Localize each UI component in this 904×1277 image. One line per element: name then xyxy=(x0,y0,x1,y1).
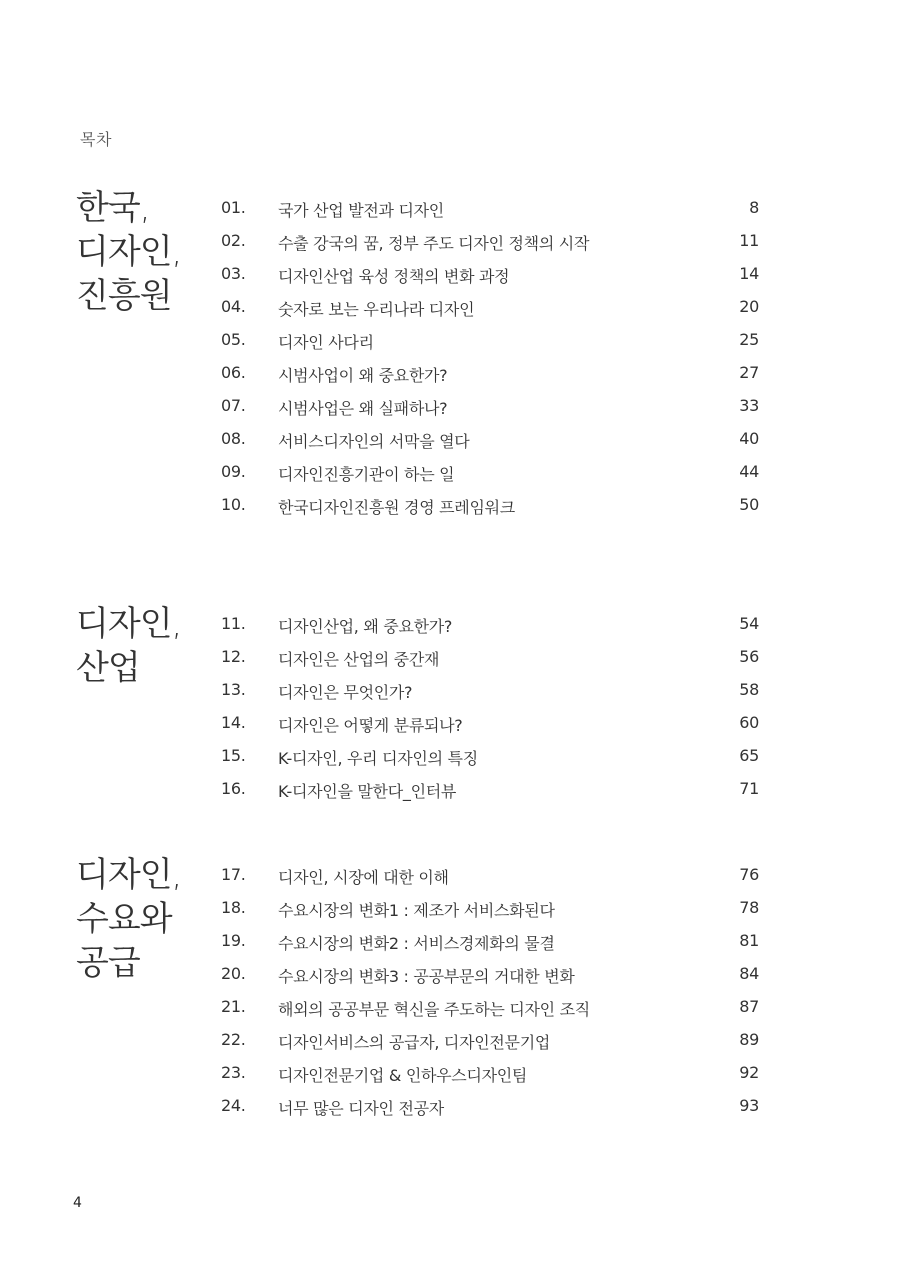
toc-entry[interactable] xyxy=(0,964,904,997)
entry-title: 디자인진흥기관이 하는 일 xyxy=(278,465,455,484)
entry-title: 수출 강국의 꿈, 정부 주도 디자인 정책의 시작 xyxy=(278,234,590,253)
entry-number: 15. xyxy=(221,746,246,765)
entry-title: 디자인산업, 왜 중요한가? xyxy=(278,617,453,636)
toc-entry[interactable] xyxy=(0,898,904,931)
entry-title: 수요시장의 변화3 : 공공부문의 거대한 변화 xyxy=(278,967,575,986)
toc-entry[interactable] xyxy=(0,429,904,462)
entry-title: 시범사업이 왜 중요한가? xyxy=(278,366,448,385)
entry-title: 디자인은 산업의 중간재 xyxy=(278,650,440,669)
entry-page: 44 xyxy=(739,462,759,481)
entry-number: 07. xyxy=(221,396,246,415)
entry-title: 해외의 공공부문 혁신을 주도하는 디자인 조직 xyxy=(278,1000,590,1019)
entry-title: 숫자로 보는 우리나라 디자인 xyxy=(278,300,475,319)
toc-entry[interactable] xyxy=(0,330,904,363)
entry-title: 디자인전문기업 & 인하우스디자인팀 xyxy=(278,1066,528,1085)
entry-page: 54 xyxy=(739,614,759,633)
entry-title: K-디자인을 말한다_인터뷰 xyxy=(278,782,457,801)
entry-page: 87 xyxy=(739,997,759,1016)
entry-number: 14. xyxy=(221,713,246,732)
entry-title: 서비스디자인의 서막을 열다 xyxy=(278,432,470,451)
toc-entry[interactable] xyxy=(0,647,904,680)
entry-number: 09. xyxy=(221,462,246,481)
toc-entry[interactable] xyxy=(0,264,904,297)
entry-page: 20 xyxy=(739,297,759,316)
entry-number: 10. xyxy=(221,495,246,514)
toc-entry[interactable] xyxy=(0,680,904,713)
entry-page: 58 xyxy=(739,680,759,699)
entry-title: 시범사업은 왜 실패하나? xyxy=(278,399,448,418)
toc-entry[interactable] xyxy=(0,1096,904,1129)
entry-number: 20. xyxy=(221,964,246,983)
entry-page: 8 xyxy=(749,198,759,217)
entry-page: 56 xyxy=(739,647,759,666)
entry-number: 16. xyxy=(221,779,246,798)
entry-number: 17. xyxy=(221,865,246,884)
entry-page: 84 xyxy=(739,964,759,983)
entry-title: 디자인, 시장에 대한 이해 xyxy=(278,868,449,887)
entry-page: 93 xyxy=(739,1096,759,1115)
section-title: 디자인, 산업 xyxy=(76,604,182,688)
entry-number: 11. xyxy=(221,614,246,633)
entry-page: 76 xyxy=(739,865,759,884)
entry-title: 수요시장의 변화1 : 제조가 서비스화된다 xyxy=(278,901,555,920)
toc-entry[interactable] xyxy=(0,462,904,495)
entry-title: 너무 많은 디자인 전공자 xyxy=(278,1099,444,1118)
entry-number: 13. xyxy=(221,680,246,699)
toc-entry[interactable] xyxy=(0,297,904,330)
entry-number: 18. xyxy=(221,898,246,917)
entry-title: 수요시장의 변화2 : 서비스경제화의 물결 xyxy=(278,934,555,953)
entry-page: 27 xyxy=(739,363,759,382)
entry-title: 디자인은 어떻게 분류되나? xyxy=(278,716,463,735)
toc-entry[interactable] xyxy=(0,865,904,898)
entry-title: 디자인은 무엇인가? xyxy=(278,683,413,702)
toc-entry[interactable] xyxy=(0,396,904,429)
entry-page: 81 xyxy=(739,931,759,950)
entry-page: 78 xyxy=(739,898,759,917)
toc-entry[interactable] xyxy=(0,614,904,647)
toc-entry[interactable] xyxy=(0,363,904,396)
page-number: 4 xyxy=(73,1195,82,1211)
toc-entry[interactable] xyxy=(0,746,904,779)
entry-number: 04. xyxy=(221,297,246,316)
entry-page: 14 xyxy=(739,264,759,283)
entry-page: 60 xyxy=(739,713,759,732)
toc-entry[interactable] xyxy=(0,931,904,964)
entry-number: 05. xyxy=(221,330,246,349)
entry-number: 21. xyxy=(221,997,246,1016)
toc-entry[interactable] xyxy=(0,779,904,812)
entry-page: 33 xyxy=(739,396,759,415)
entry-title: 한국디자인진흥원 경영 프레임워크 xyxy=(278,498,515,517)
entry-page: 92 xyxy=(739,1063,759,1082)
entry-page: 50 xyxy=(739,495,759,514)
entry-page: 71 xyxy=(739,779,759,798)
entry-number: 12. xyxy=(221,647,246,666)
entry-title: 디자인서비스의 공급자, 디자인전문기업 xyxy=(278,1033,551,1052)
entry-number: 22. xyxy=(221,1030,246,1049)
toc-heading: 목차 xyxy=(80,130,112,149)
entry-page: 25 xyxy=(739,330,759,349)
entry-page: 11 xyxy=(739,231,759,250)
section-title: 디자인, 수요와 공급 xyxy=(76,855,182,983)
entry-number: 03. xyxy=(221,264,246,283)
toc-entry[interactable] xyxy=(0,231,904,264)
entry-number: 19. xyxy=(221,931,246,950)
entry-title: 디자인 사다리 xyxy=(278,333,374,352)
entry-number: 02. xyxy=(221,231,246,250)
entry-page: 65 xyxy=(739,746,759,765)
toc-entry[interactable] xyxy=(0,1030,904,1063)
entry-number: 23. xyxy=(221,1063,246,1082)
toc-entry[interactable] xyxy=(0,495,904,528)
entry-number: 01. xyxy=(221,198,246,217)
entry-number: 24. xyxy=(221,1096,246,1115)
entry-title: 디자인산업 육성 정책의 변화 과정 xyxy=(278,267,510,286)
entry-title: K-디자인, 우리 디자인의 특징 xyxy=(278,749,478,768)
toc-entry[interactable] xyxy=(0,1063,904,1096)
toc-entry[interactable] xyxy=(0,198,904,231)
toc-entry[interactable] xyxy=(0,997,904,1030)
toc-entry[interactable] xyxy=(0,713,904,746)
entry-title: 국가 산업 발전과 디자인 xyxy=(278,201,444,220)
entry-number: 06. xyxy=(221,363,246,382)
entry-number: 08. xyxy=(221,429,246,448)
entry-page: 89 xyxy=(739,1030,759,1049)
entry-page: 40 xyxy=(739,429,759,448)
section-title: 한국, 디자인, 진흥원 xyxy=(76,188,182,316)
